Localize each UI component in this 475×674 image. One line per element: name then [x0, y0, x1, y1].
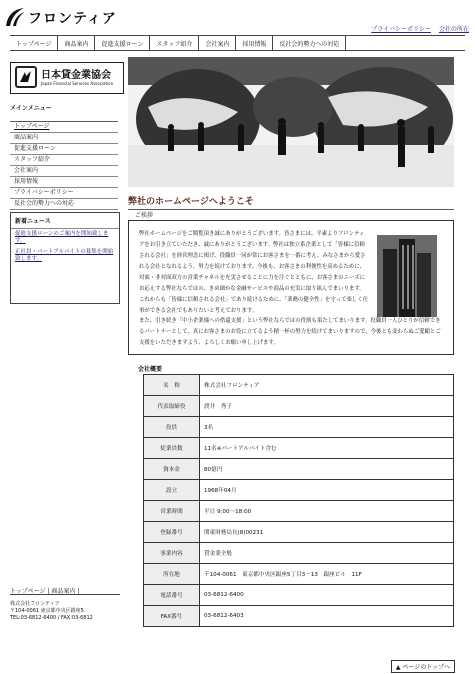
page-top-label: ページのトップへ: [402, 664, 450, 671]
nav-company[interactable]: 会社案内: [199, 36, 236, 50]
nav-staff[interactable]: スタッフ紹介: [150, 36, 199, 50]
table-key: 営業時間: [144, 501, 200, 522]
table-value: 80億円: [200, 459, 454, 480]
company-table: [143, 374, 454, 627]
table-row: [144, 480, 454, 501]
table-row: [144, 585, 454, 606]
privacy-link[interactable]: プライバシーポリシー: [371, 26, 431, 33]
sidebar-item-privacy[interactable]: プライバシーポリシー: [10, 188, 118, 199]
page-top-button[interactable]: [391, 660, 455, 673]
table-key: 代表取締役: [144, 396, 200, 417]
table-key: 電話番号: [144, 585, 200, 606]
sidebar-item-top[interactable]: トップページ: [10, 122, 118, 133]
sidebar-item-company[interactable]: 会社案内: [10, 166, 118, 177]
table-key: 役員: [144, 417, 200, 438]
table-row: [144, 375, 454, 396]
table-row: [144, 501, 454, 522]
association-name: 日本貸金業協会: [41, 70, 111, 81]
brand-swoosh-icon: [4, 6, 26, 28]
location-link[interactable]: 会社の所在: [438, 26, 469, 33]
table-value: 3名: [200, 417, 454, 438]
table-key: 所在地: [144, 564, 200, 585]
association-emblem-icon: [15, 66, 37, 88]
table-key: 資本金: [144, 459, 200, 480]
nav-recruit[interactable]: 採用情報: [236, 36, 273, 50]
news-item[interactable]: 正社員・パートアルバイトの募集を開始致します。: [15, 249, 114, 262]
sidebar-menu: [10, 121, 118, 210]
table-key: 設立: [144, 480, 200, 501]
sidebar-item-products[interactable]: 商品案内: [10, 133, 118, 144]
greeting-text: 弊社ホームページをご閲覧頂き誠にありがとうございます。皆さまには、平素よりフロンティアをお引き立ていただき、誠にありがとうございます。弊社は独立系企業として「皆様に信頼される会社」を経営理念に掲げ、役職員一同が常にお客さまを一番に考え、みなさまから愛される会社となれるよう、努力を続けております。今後も、お客さまの利便性を高めるために、対面・非対面双方の営業チャネルを充実させることに力を注ぐとともに、お客さまのニーズにお応えする弊社ならではの、きめ細かな金融サービスや商品の充実に取り組んでまいります。これからも「皆様に信頼される会社」であり続けるために、「業務の健全性」を守って楽しく仕事ができる会社でもありたいと考えております。: [139, 231, 369, 314]
arrow-up-icon: ▲: [395, 664, 401, 671]
table-value: 03-6812-6400: [200, 585, 454, 606]
building-photo: [377, 235, 437, 317]
table-row: [144, 543, 454, 564]
nav-top[interactable]: トップページ: [10, 36, 58, 50]
news-title: 新着ニュース: [11, 213, 119, 229]
top-navigation: [10, 35, 465, 51]
hero-image: [128, 57, 454, 187]
table-key: 名 称: [144, 375, 200, 396]
news-box: [10, 212, 120, 304]
sidebar-item-recruit[interactable]: 採用情報: [10, 177, 118, 188]
association-logo[interactable]: [10, 62, 124, 94]
table-row: [144, 564, 454, 585]
footer-company-name: 株式会社フロンティア: [10, 601, 60, 607]
brand-logo[interactable]: [4, 6, 304, 28]
table-key: 従業員数: [144, 438, 200, 459]
table-value: 〒104-0061 東京都中央区銀座5丁目3－13 銀座ビル 11F: [200, 564, 454, 585]
sidebar-item-antisocial[interactable]: 反社会的勢力への対応: [10, 199, 118, 210]
association-name-en: Japan Financial Services Association: [41, 81, 114, 86]
news-item[interactable]: 促進支援ローンのご案内を開始致します。: [15, 231, 109, 244]
footer-address: 〒104-0061 東京都中央区銀座5: [10, 608, 84, 614]
table-row: [144, 417, 454, 438]
table-value: 渡井 秀子: [200, 396, 454, 417]
sidebar-title: メインメニュー: [10, 105, 52, 112]
footer-links: トップページ | 商品案内 |: [10, 588, 80, 595]
company-overview-heading: 会社概要: [138, 366, 163, 373]
table-key: 登録番号: [144, 522, 200, 543]
table-row: [144, 396, 454, 417]
sidebar-item-staff[interactable]: スタッフ紹介: [10, 155, 118, 166]
sidebar-item-loan[interactable]: 促進支援ローン: [10, 144, 118, 155]
table-value: 03-6812-6403: [200, 606, 454, 627]
footer-link-top[interactable]: トップページ: [10, 588, 46, 595]
table-value: 平日 9:00～18:00: [200, 501, 454, 522]
greeting-text-continued: また、引き続き「中小企業様への借還支援」という弊社ならではの役割も果たしてまいります。役職員一人ひとりが信頼できるパートナーとして、真にお客さまのお役に立てるよう精一杯の努力を続けてまいりますので、今後とも変わらぬご愛顧とご支援をいただきますよう、よろしくお願い申し上げます。: [139, 318, 441, 346]
table-row: [144, 606, 454, 627]
table-value: 1968年04月: [200, 480, 454, 501]
greeting-box: [128, 220, 454, 355]
table-row: [144, 459, 454, 480]
table-value: 11名※パートアルバイト含む: [200, 438, 454, 459]
table-row: [144, 438, 454, 459]
table-row: [144, 522, 454, 543]
greeting-heading: ご挨拶: [135, 212, 154, 219]
table-value: 関東財務局長(8)00231: [200, 522, 454, 543]
footer-link-products[interactable]: 商品案内: [51, 588, 76, 595]
footer-company: [10, 601, 93, 622]
footer-divider: [10, 594, 120, 595]
table-value: 株式会社フロンティア: [200, 375, 454, 396]
table-key: 事業内容: [144, 543, 200, 564]
nav-products[interactable]: 商品案内: [58, 36, 95, 50]
brand-name: フロンティア: [28, 11, 117, 27]
table-key: FAX番号: [144, 606, 200, 627]
footer-tel: TEL:03-6812-6400 / FAX:03-6812: [10, 615, 93, 621]
nav-antisocial[interactable]: 反社会的勢力への対応: [273, 36, 346, 50]
page-title: 弊社のホームページへようこそ: [128, 194, 454, 210]
nav-loan[interactable]: 促進支援ローン: [95, 36, 150, 50]
table-value: 貸金業全般: [200, 543, 454, 564]
header-links: [363, 24, 469, 33]
